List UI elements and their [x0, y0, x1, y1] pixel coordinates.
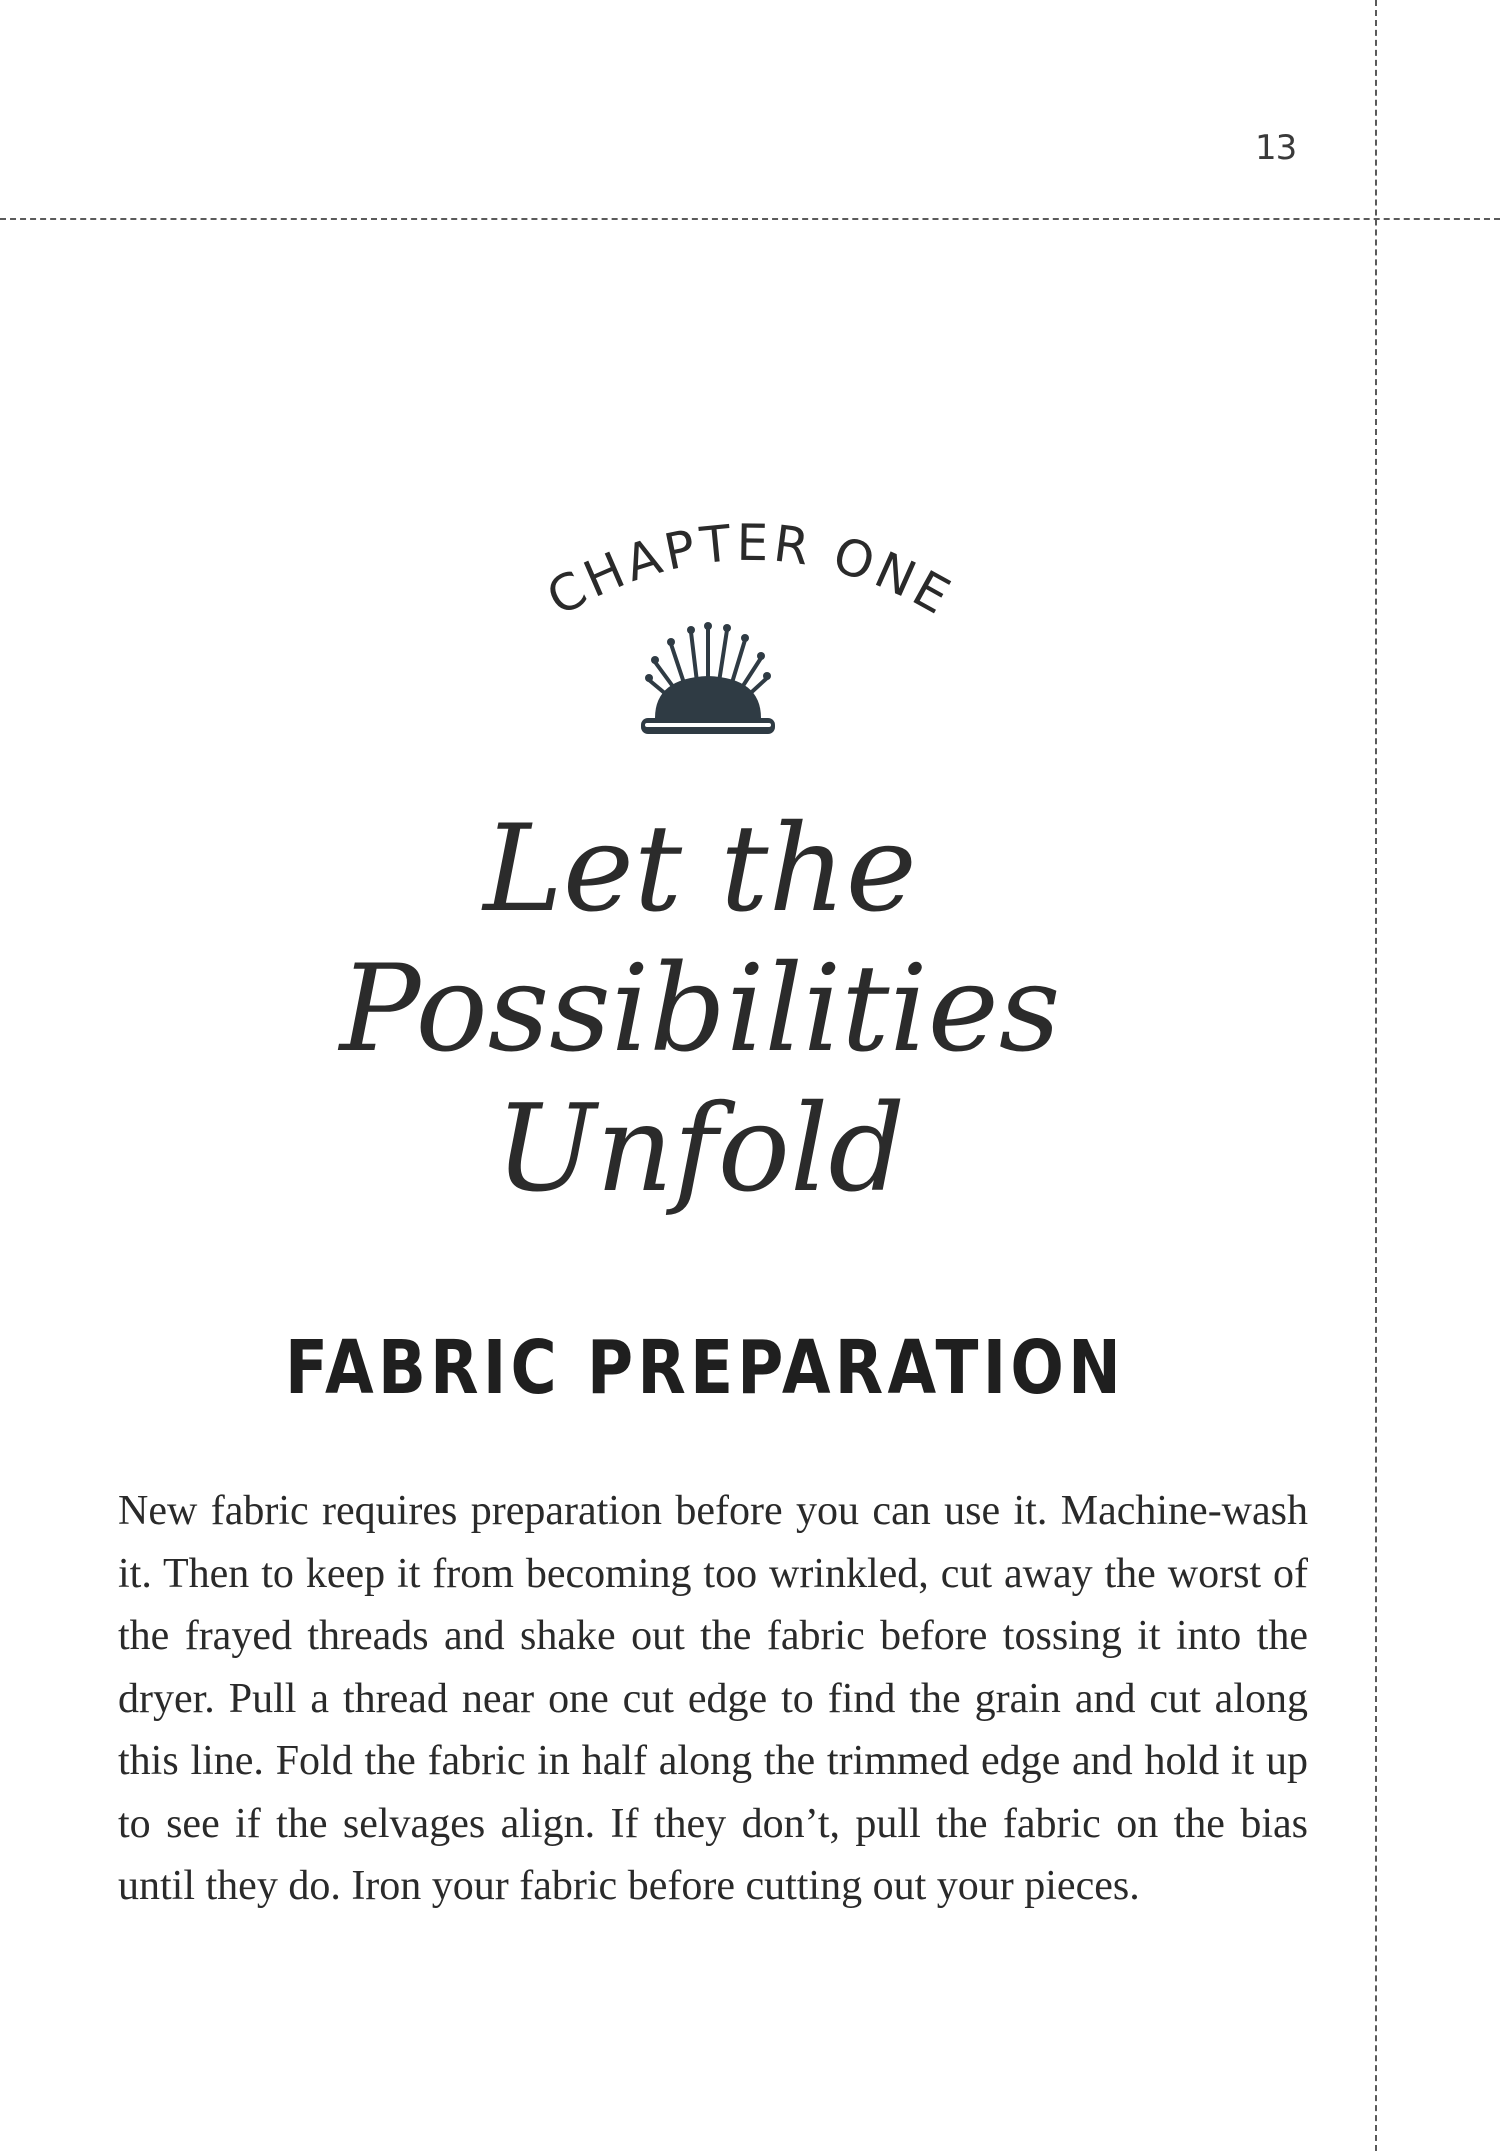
chapter-title — [150, 800, 1250, 1220]
horizontal-cut-line — [0, 218, 1500, 220]
section-heading: FABRIC PREPARATION — [285, 1325, 1125, 1411]
pincushion-icon — [633, 610, 783, 740]
chapter-title-line-2: Unfold — [494, 1080, 906, 1219]
chapter-title-line-1: Let the Possibilities — [339, 800, 1061, 1079]
chapter-label-text: CHAPTER ONE — [537, 513, 963, 628]
page-number: 13 — [1255, 128, 1297, 168]
body-paragraph: New fabric requires preparation before you can use it. Machine-wash it. Then to keep it from becoming too wrinkled, cut away the worst of the frayed threads and shake out the fabric before tossing it into the dryer. Pull a thread near one cut edge to find the grain and cut along this line. Fold the fabric in half along the trimmed edge and hold it up to see if the selvages align. If they don’t, pull the fabric on the bias until they do. Iron your fabric before cutting out your pieces. — [118, 1488, 1308, 1909]
vertical-cut-line — [1375, 0, 1377, 2151]
